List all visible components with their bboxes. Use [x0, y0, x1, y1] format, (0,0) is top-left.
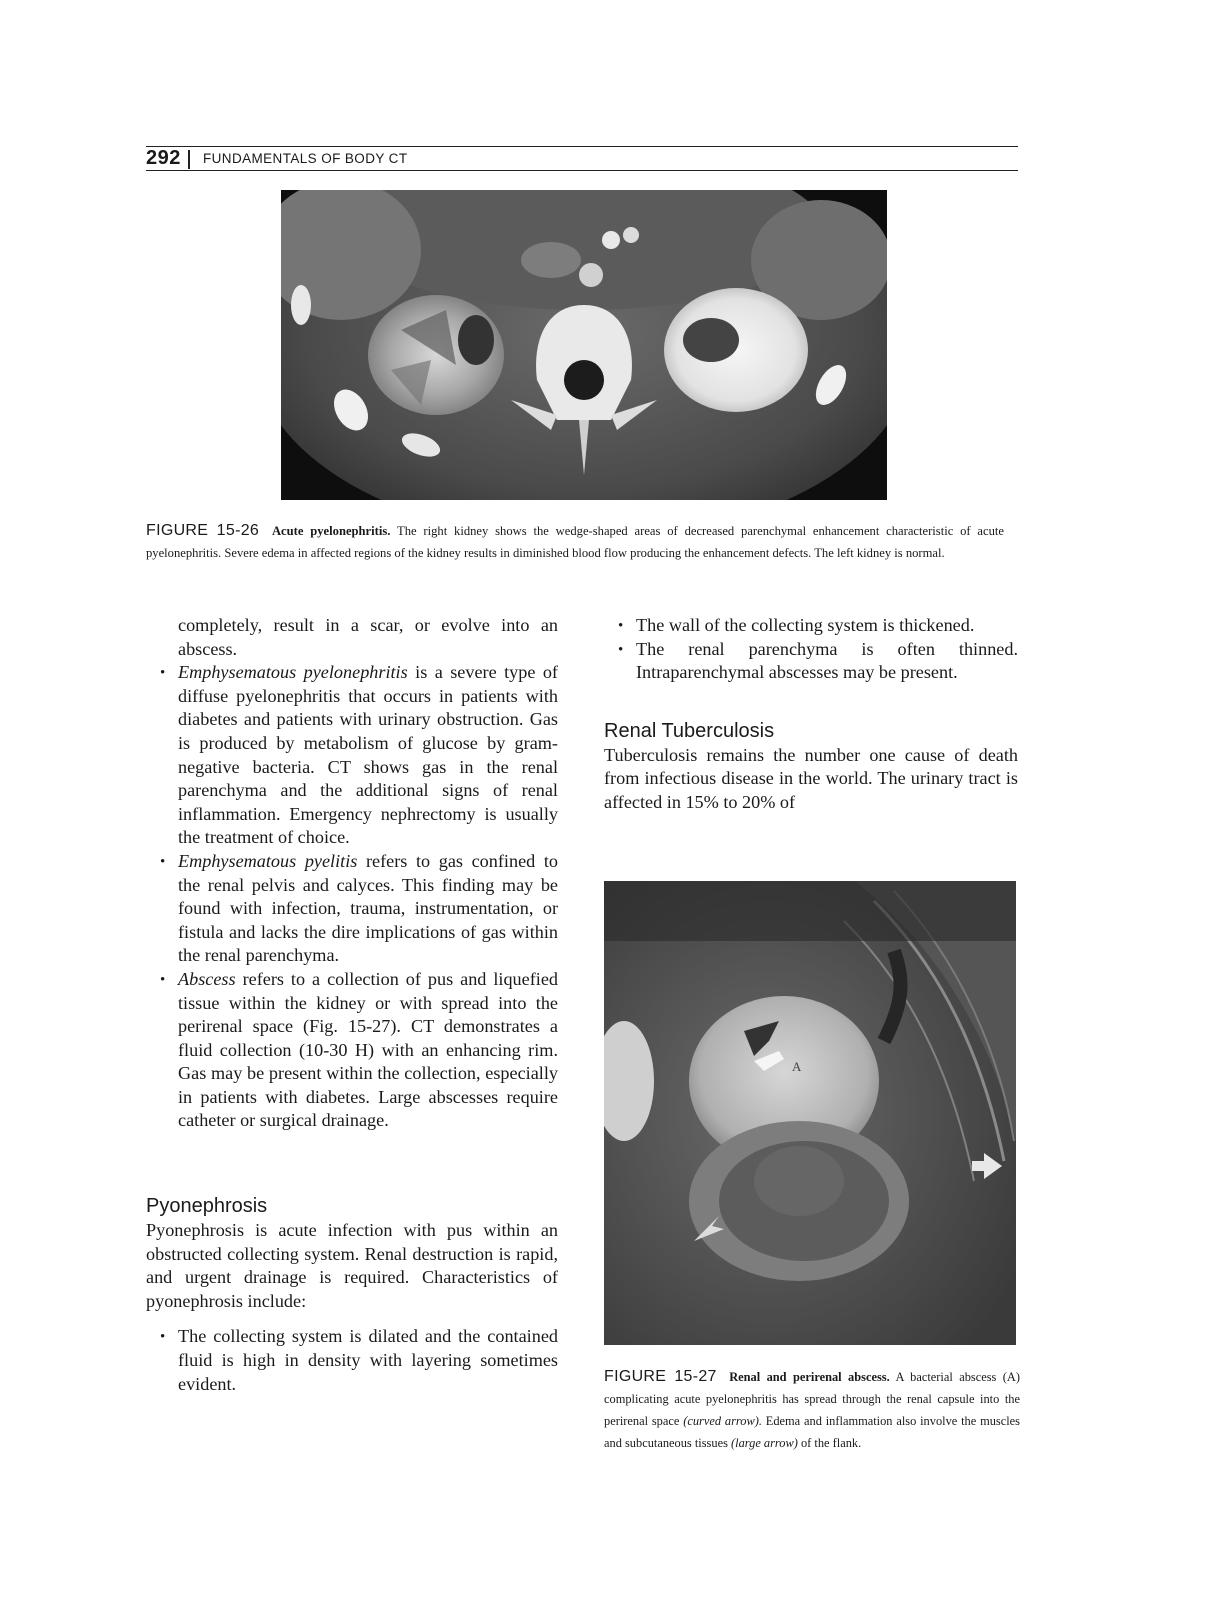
list-item	[146, 850, 558, 968]
ct-abscess-illustration	[604, 881, 1016, 1345]
pyonephrosis-paragraph: Pyonephrosis is acute infection with pus within an obstructed collecting system. Renal destruction is rapid, and urgent drainage is required. Characteristics of pyonephrosis include:	[146, 1220, 558, 1311]
abscess-marker-label: A	[792, 1059, 802, 1074]
tuberculosis-paragraph: Tuberculosis remains the number one cause of death from infectious disease in the world. The urinary tract is affected in 15% to 20% of	[604, 744, 1018, 812]
figure-title: Renal and perirenal abscess.	[729, 1370, 890, 1384]
bullet-list	[604, 614, 1018, 685]
figure-caption-text: The right kidney shows the wedge-shaped areas of decreased parenchymal enhancement characteristic of acute pyelonephritis. Severe edema in affected regions of the kidney results in diminished blood flow producing the enhancement defects. The left kidney is normal.	[146, 524, 1005, 560]
figure-15-26-ct-image	[281, 190, 887, 500]
bullet-term: Emphysematous pyelonephritis	[178, 662, 408, 683]
figure-caption-emphasis: (curved arrow).	[683, 1414, 762, 1428]
running-title: FUNDAMENTALS OF BODY CT	[203, 151, 408, 166]
left-column	[146, 614, 558, 1396]
bullet-text: refers to gas confined to the renal pelvis and calyces. This finding may be found with infection, trauma, instrumentation, or fistula and lacks the dire implications of gas within the renal parenchyma.	[178, 850, 559, 966]
section-heading-renal-tuberculosis: Renal Tuberculosis	[604, 719, 775, 742]
figure-label: FIGURE 15-26	[146, 522, 260, 539]
figure-caption-emphasis: (large arrow)	[731, 1436, 798, 1450]
bullet-text: is a severe type of diffuse pyelonephritis that occurs in patients with diabetes and patients with urinary obstruction. Gas is produced by metabolism of glucose by gram-negative bacteria. CT shows gas in the renal parenchyma and the additional signs of renal inflammation. Emergency nephrectomy is usually the treatment of choice.	[178, 662, 558, 848]
ct-kidneys-illustration	[281, 190, 887, 500]
figure-caption-text: A bacterial abscess (A) complicating acute pyelonephritis has spread through the renal capsule into the perirenal space	[604, 1370, 1020, 1428]
figure-15-27-ct-image	[604, 881, 1016, 1345]
bullet-term: Abscess	[178, 968, 236, 989]
list-item: • The wall of the collecting system is thickened.	[604, 614, 1018, 638]
list-item	[146, 968, 558, 1133]
list-item: • The renal parenchyma is often thinned. Intraparenchymal abscesses may be present.	[604, 638, 1018, 685]
figure-15-27-caption	[604, 1366, 1020, 1454]
figure-caption-text: of the flank.	[797, 1436, 862, 1450]
header-separator	[188, 150, 190, 169]
page-number: 292	[146, 147, 181, 169]
header-rule	[146, 146, 1018, 147]
bullet-text: refers to a collection of pus and liquefied tissue within the kidney or with spread into the perirenal space (Fig. 15-27). CT demonstrates a fluid collection (10-30 H) with an enhancing rim. Gas may be present within the collection, especially in patients with diabetes. Large abscesses require catheter or surgical drainage.	[178, 968, 558, 1131]
list-item	[146, 661, 558, 850]
figure-title: Acute pyelonephritis.	[271, 524, 391, 538]
running-header	[146, 146, 1018, 171]
pyonephrosis-bullet-list	[146, 1325, 558, 1396]
bullet-term: Emphysematous pyelitis	[178, 850, 358, 871]
figure-caption-text: Edema and inflammation also involve the muscles and subcutaneous tissues	[604, 1414, 1020, 1450]
continuation-paragraph: completely, result in a scar, or evolve into an abscess.	[178, 615, 558, 659]
figure-label: FIGURE 15-27	[604, 1368, 717, 1385]
figure-15-26-caption	[146, 520, 1004, 564]
section-heading-pyonephrosis: Pyonephrosis	[146, 1195, 268, 1218]
list-item: • The collecting system is dilated and the contained fluid is high in density with layering sometimes evident.	[146, 1325, 558, 1396]
bullet-list	[146, 661, 558, 1133]
right-column	[604, 614, 1018, 815]
